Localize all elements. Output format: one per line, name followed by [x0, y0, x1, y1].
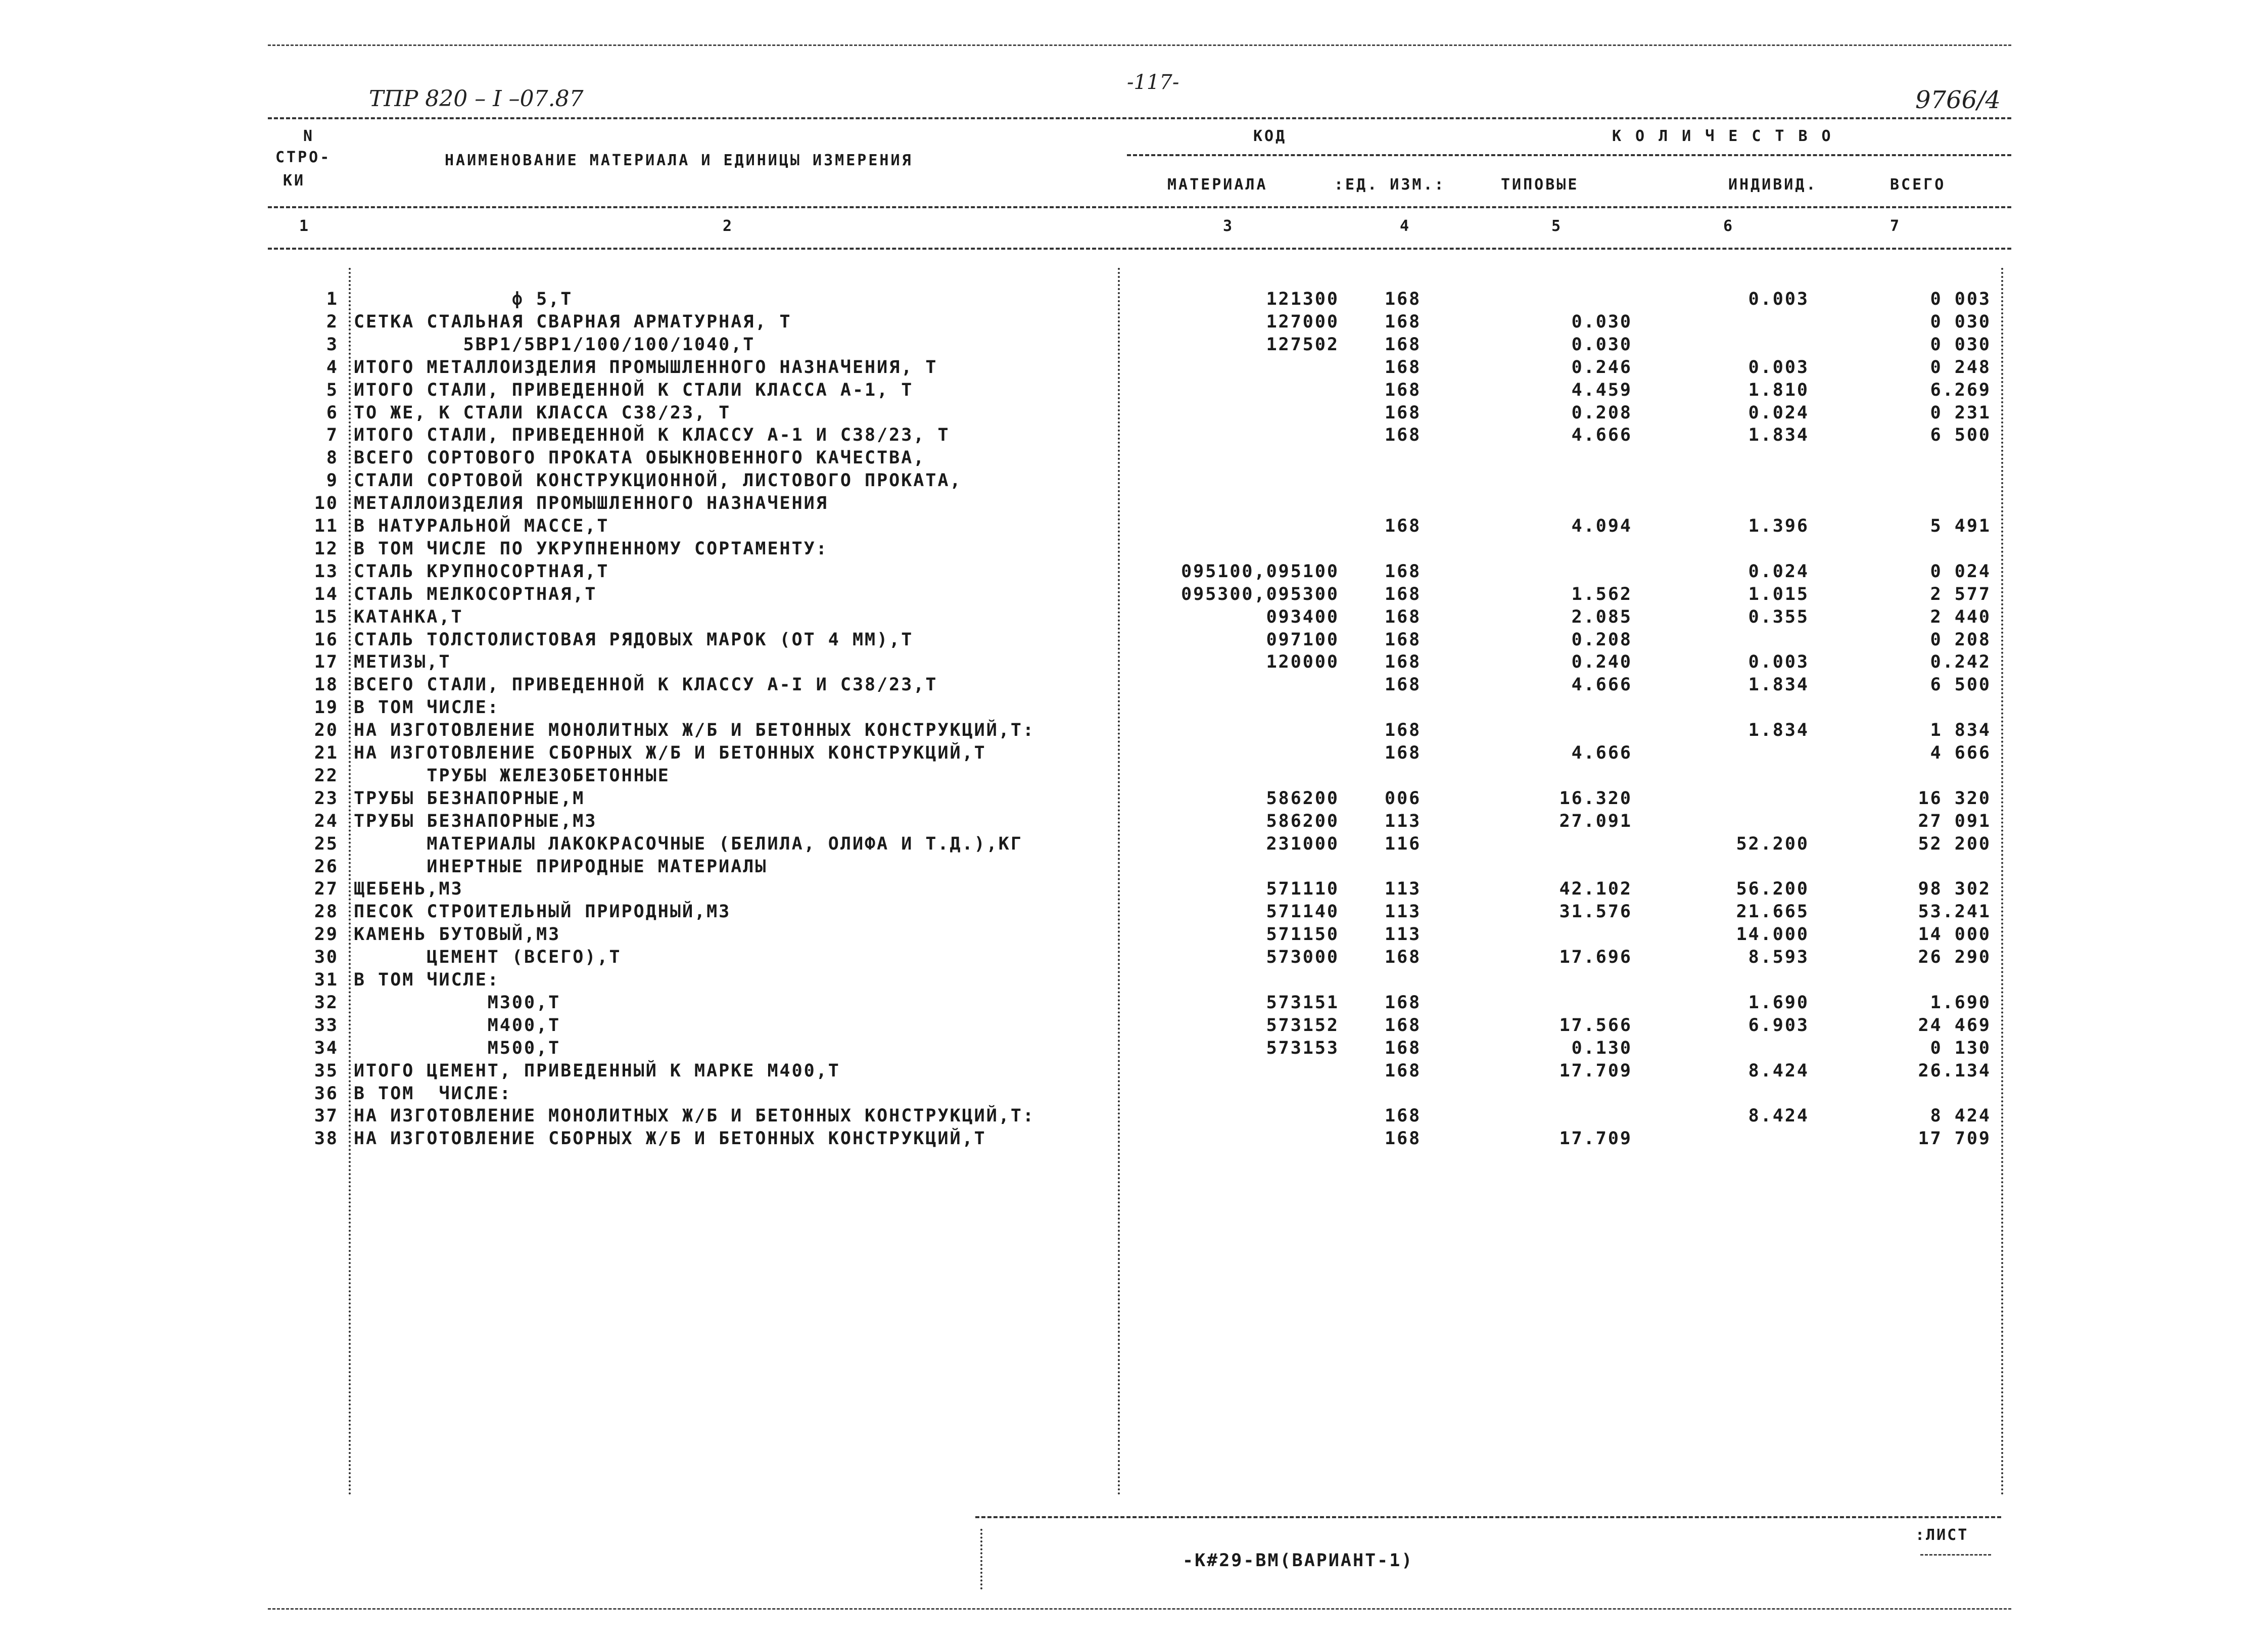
table-row [0, 788, 2268, 811]
qty-total: 8 424 [1930, 1106, 1991, 1126]
qty-total: 14 000 [1918, 924, 1991, 945]
variant-label: -К#29-ВМ(ВАРИАНТ-1) [1183, 1551, 1414, 1571]
unit-code: 113 [1385, 902, 1422, 922]
unit-code: 168 [1385, 289, 1422, 309]
table-row [0, 1084, 2268, 1106]
qty-individual: 1.834 [1748, 675, 1809, 695]
qty-typical: 0.208 [1571, 630, 1632, 650]
doc-reference: ТПР 820 – I –07.87 [369, 86, 584, 112]
qty-typical: 4.666 [1571, 675, 1632, 695]
qty-typical: 0.240 [1571, 652, 1632, 672]
table-row [0, 1038, 2268, 1061]
qty-individual: 1.396 [1748, 516, 1809, 536]
header-rule-mid [1127, 154, 2011, 156]
row-number: 11 [314, 516, 339, 536]
material-name: ТРУБЫ БЕЗНАПОРНЫЕ,М3 [354, 811, 597, 831]
table-row [0, 1015, 2268, 1038]
material-name: НА ИЗГОТОВЛЕНИЕ СБОРНЫХ Ж/Б И БЕТОННЫХ КОНСТРУКЦИЙ,Т [354, 1129, 986, 1149]
material-code: 586200 [1266, 811, 1339, 831]
qty-total: 0 030 [1930, 335, 1991, 355]
material-name: В ТОМ ЧИСЛЕ: [354, 1084, 512, 1104]
table-row [0, 947, 2268, 970]
table-row [0, 1061, 2268, 1084]
qty-individual: 8.424 [1748, 1106, 1809, 1126]
header-rule-bottom [268, 206, 2011, 208]
qty-total: 2 440 [1930, 607, 1991, 627]
qty-total: 2 577 [1930, 584, 1991, 604]
table-row [0, 584, 2268, 607]
footer-rule-top [975, 1516, 2001, 1518]
qty-typical: 0.030 [1571, 335, 1632, 355]
sheet-label-rule [1920, 1554, 1991, 1556]
row-number: 38 [314, 1129, 339, 1149]
row-number: 33 [314, 1015, 339, 1036]
material-code: 127000 [1266, 312, 1339, 332]
row-number: 16 [314, 630, 339, 650]
row-number: 21 [314, 743, 339, 763]
row-number: 12 [314, 539, 339, 559]
qty-total: 0 030 [1930, 312, 1991, 332]
material-name: ИТОГО МЕТАЛЛОИЗДЕЛИЯ ПРОМЫШЛЕННОГО НАЗНАЧЕНИЯ, Т [354, 357, 938, 378]
material-name: ТО ЖЕ, К СТАЛИ КЛАССА С38/23, Т [354, 403, 731, 423]
material-code: 571150 [1266, 924, 1339, 945]
qty-total: 52 200 [1918, 834, 1991, 854]
material-code: 586200 [1266, 788, 1339, 809]
row-number: 4 [326, 357, 339, 378]
table-row [0, 697, 2268, 720]
code-group-header: КОД [1253, 127, 1287, 145]
colnum-4: 4 [1400, 217, 1411, 235]
qty-total: 26 290 [1918, 947, 1991, 967]
qty-total: 98 302 [1918, 879, 1991, 899]
row-number: 1 [326, 289, 339, 309]
qty-typical-header: ТИПОВЫЕ [1501, 176, 1579, 194]
material-code: 097100 [1266, 630, 1339, 650]
row-number: 32 [314, 993, 339, 1013]
qty-typical: 0.208 [1571, 403, 1632, 423]
code-material-header: МАТЕРИАЛА [1167, 176, 1268, 194]
colnum-6: 6 [1723, 217, 1735, 235]
table-row [0, 970, 2268, 993]
table-row [0, 630, 2268, 652]
row-number: 19 [314, 697, 339, 718]
qty-total: 6.269 [1930, 380, 1991, 400]
table-row [0, 539, 2268, 561]
row-number: 14 [314, 584, 339, 604]
row-number: 36 [314, 1084, 339, 1104]
qty-total: 6 500 [1930, 425, 1991, 445]
material-name: В ТОМ ЧИСЛЕ ПО УКРУПНЕННОМУ СОРТАМЕНТУ: [354, 539, 828, 559]
row-number: 20 [314, 720, 339, 740]
row-number: 6 [326, 403, 339, 423]
material-name: В ТОМ ЧИСЛЕ: [354, 970, 500, 990]
qty-individual: 0.003 [1748, 357, 1809, 378]
qty-typical: 0.030 [1571, 312, 1632, 332]
qty-total: 53.241 [1918, 902, 1991, 922]
colnum-3: 3 [1223, 217, 1235, 235]
material-name: ТРУБЫ ЖЕЛЕЗОБЕТОННЫЕ [354, 766, 670, 786]
code-unit-header: :ЕД. ИЗМ.: [1334, 176, 1446, 194]
unit-code: 168 [1385, 335, 1422, 355]
material-code: 121300 [1266, 289, 1339, 309]
table-row [0, 335, 2268, 357]
qty-typical: 2.085 [1571, 607, 1632, 627]
material-name: МЕТАЛЛОИЗДЕЛИЯ ПРОМЫШЛЕННОГО НАЗНАЧЕНИЯ [354, 493, 828, 513]
qty-individual: 0.355 [1748, 607, 1809, 627]
qty-total: 0 024 [1930, 561, 1991, 582]
unit-code: 168 [1385, 993, 1422, 1013]
qty-total: 16 320 [1918, 788, 1991, 809]
unit-code: 168 [1385, 1015, 1422, 1036]
material-name: ЦЕМЕНТ (ВСЕГО),Т [354, 947, 622, 967]
unit-code: 168 [1385, 1129, 1422, 1149]
table-row [0, 380, 2268, 403]
row-number: 7 [326, 425, 339, 445]
material-name: НА ИЗГОТОВЛЕНИЕ СБОРНЫХ Ж/Б И БЕТОННЫХ КОНСТРУКЦИЙ,Т [354, 743, 986, 763]
material-name: МАТЕРИАЛЫ ЛАКОКРАСОЧНЫЕ (БЕЛИЛА, ОЛИФА И Т.Д.),КГ [354, 834, 1023, 854]
qty-typical: 31.576 [1559, 902, 1632, 922]
row-number: 35 [314, 1061, 339, 1081]
qty-typical: 17.709 [1559, 1129, 1632, 1149]
material-name: ИТОГО СТАЛИ, ПРИВЕДЕННОЙ К КЛАССУ А-1 И С38/23, Т [354, 425, 950, 445]
unit-code: 168 [1385, 403, 1422, 423]
row-number: 34 [314, 1038, 339, 1058]
qty-typical: 17.566 [1559, 1015, 1632, 1036]
material-name: ИТОГО СТАЛИ, ПРИВЕДЕННОЙ К СТАЛИ КЛАССА А-1, Т [354, 380, 914, 400]
table-row [0, 561, 2268, 584]
table-row [0, 493, 2268, 516]
table-row [0, 448, 2268, 471]
colnum-7: 7 [1890, 217, 1902, 235]
bottom-rule [268, 1608, 2011, 1610]
material-name: ИНЕРТНЫЕ ПРИРОДНЫЕ МАТЕРИАЛЫ [354, 857, 768, 877]
qty-typical: 17.709 [1559, 1061, 1632, 1081]
material-name: НА ИЗГОТОВЛЕНИЕ МОНОЛИТНЫХ Ж/Б И БЕТОННЫХ КОНСТРУКЦИЙ,Т: [354, 720, 1035, 740]
qty-individual: 8.593 [1748, 947, 1809, 967]
qty-total-header: ВСЕГО [1890, 176, 1946, 194]
unit-code: 168 [1385, 743, 1422, 763]
table-row [0, 652, 2268, 675]
row-number: 3 [326, 335, 339, 355]
qty-typical: 16.320 [1559, 788, 1632, 809]
row-number: 27 [314, 879, 339, 899]
material-code: 573151 [1266, 993, 1339, 1013]
unit-code: 113 [1385, 879, 1422, 899]
table-row [0, 766, 2268, 788]
material-name: М400,Т [354, 1015, 561, 1036]
qty-individual: 56.200 [1736, 879, 1809, 899]
material-name: НА ИЗГОТОВЛЕНИЕ МОНОЛИТНЫХ Ж/Б И БЕТОННЫХ КОНСТРУКЦИЙ,Т: [354, 1106, 1035, 1126]
qty-typical: 0.246 [1571, 357, 1632, 378]
qty-total: 5 491 [1930, 516, 1991, 536]
row-number: 28 [314, 902, 339, 922]
qty-individual: 8.424 [1748, 1061, 1809, 1081]
table-row [0, 720, 2268, 743]
qty-typical: 0.130 [1571, 1038, 1632, 1058]
unit-code: 168 [1385, 630, 1422, 650]
qty-typical: 4.666 [1571, 425, 1632, 445]
qty-total: 1 834 [1930, 720, 1991, 740]
unit-code: 168 [1385, 584, 1422, 604]
row-number: 17 [314, 652, 339, 672]
table-row [0, 924, 2268, 947]
qty-individual: 52.200 [1736, 834, 1809, 854]
qty-typical: 1.562 [1571, 584, 1632, 604]
qty-individual: 1.834 [1748, 720, 1809, 740]
qty-individual: 6.903 [1748, 1015, 1809, 1036]
row-number: 31 [314, 970, 339, 990]
row-number: 22 [314, 766, 339, 786]
table-row [0, 357, 2268, 380]
unit-code: 168 [1385, 652, 1422, 672]
qty-typical: 4.094 [1571, 516, 1632, 536]
material-name: ВСЕГО СТАЛИ, ПРИВЕДЕННОЙ К КЛАССУ А-I И С38/23,Т [354, 675, 938, 695]
material-name: В НАТУРАЛЬНОЙ МАССЕ,Т [354, 516, 609, 536]
qty-individual: 0.024 [1748, 403, 1809, 423]
unit-code: 168 [1385, 357, 1422, 378]
material-code: 127502 [1266, 335, 1339, 355]
page-number: -117- [1127, 71, 1179, 94]
qty-typical: 4.666 [1571, 743, 1632, 763]
unit-code: 168 [1385, 312, 1422, 332]
table-row [0, 1106, 2268, 1129]
unit-code: 168 [1385, 1038, 1422, 1058]
material-name: ТРУБЫ БЕЗНАПОРНЫЕ,М [354, 788, 585, 809]
row-number: 29 [314, 924, 339, 945]
qty-individual: 1.015 [1748, 584, 1809, 604]
qty-total: 0 208 [1930, 630, 1991, 650]
qty-individual-header: ИНДИВИД. [1728, 176, 1818, 194]
table-row [0, 743, 2268, 766]
row-number: 18 [314, 675, 339, 695]
qty-typical: 42.102 [1559, 879, 1632, 899]
material-name: М300,Т [354, 993, 561, 1013]
material-code: 095100,095100 [1181, 561, 1339, 582]
unit-code: 168 [1385, 1106, 1422, 1126]
material-code: 573000 [1266, 947, 1339, 967]
qty-total: 0 130 [1930, 1038, 1991, 1058]
table-row [0, 403, 2268, 426]
material-name: КАМЕНЬ БУТОВЫЙ,М3 [354, 924, 561, 945]
material-code: 571140 [1266, 902, 1339, 922]
unit-code: 168 [1385, 607, 1422, 627]
unit-code: 168 [1385, 947, 1422, 967]
unit-code: 168 [1385, 720, 1422, 740]
material-code: 231000 [1266, 834, 1339, 854]
qty-individual: 1.690 [1748, 993, 1809, 1013]
col-n-line1: N [303, 127, 315, 145]
unit-code: 116 [1385, 834, 1422, 854]
table-row [0, 857, 2268, 879]
qty-individual: 0.003 [1748, 289, 1809, 309]
material-name: М500,Т [354, 1038, 561, 1058]
table-row [0, 834, 2268, 857]
material-name: ф 5,Т [354, 289, 573, 309]
table-row [0, 516, 2268, 539]
unit-code: 168 [1385, 516, 1422, 536]
unit-code: 006 [1385, 788, 1422, 809]
material-name: СТАЛЬ КРУПНОСОРТНАЯ,Т [354, 561, 609, 582]
unit-code: 168 [1385, 561, 1422, 582]
material-name: В ТОМ ЧИСЛЕ: [354, 697, 500, 718]
col-n-line2: СТРО- [275, 149, 332, 166]
col-name-header: НАИМЕНОВАНИЕ МАТЕРИАЛА И ЕДИНИЦЫ ИЗМЕРЕНИЯ [445, 152, 913, 169]
row-number: 8 [326, 448, 339, 468]
qty-total: 24 469 [1918, 1015, 1991, 1036]
qty-group-header: КОЛИЧЕСТВО [1612, 127, 1845, 145]
unit-code: 168 [1385, 675, 1422, 695]
material-code: 093400 [1266, 607, 1339, 627]
col-n-line3: КИ [283, 172, 306, 190]
unit-code: 113 [1385, 924, 1422, 945]
table-row [0, 811, 2268, 834]
table-row [0, 607, 2268, 630]
top-rule [268, 44, 2011, 46]
material-name: ИТОГО ЦЕМЕНТ, ПРИВЕДЕННЫЙ К МАРКЕ М400,Т [354, 1061, 840, 1081]
row-number: 15 [314, 607, 339, 627]
material-name: СТАЛЬ ТОЛСТОЛИСТОВАЯ РЯДОВЫХ МАРОК (ОТ 4 ММ),Т [354, 630, 914, 650]
table-row [0, 289, 2268, 312]
qty-typical: 27.091 [1559, 811, 1632, 831]
qty-individual: 14.000 [1736, 924, 1809, 945]
qty-total: 27 091 [1918, 811, 1991, 831]
colnum-5: 5 [1551, 217, 1563, 235]
qty-total: 0 248 [1930, 357, 1991, 378]
material-code: 573153 [1266, 1038, 1339, 1058]
material-code: 095300,095300 [1181, 584, 1339, 604]
body-rule-top [268, 248, 2011, 250]
row-number: 2 [326, 312, 339, 332]
material-name: ПЕСОК СТРОИТЕЛЬНЫЙ ПРИРОДНЫЙ,М3 [354, 902, 731, 922]
sheet-label: :ЛИСТ [1915, 1526, 1969, 1544]
colnum-2: 2 [723, 217, 734, 235]
material-name: СТАЛЬ МЕЛКОСОРТНАЯ,Т [354, 584, 597, 604]
row-number: 24 [314, 811, 339, 831]
row-number: 23 [314, 788, 339, 809]
row-number: 37 [314, 1106, 339, 1126]
material-name: 5ВР1/5ВР1/100/100/1040,Т [354, 335, 755, 355]
table-row [0, 1129, 2268, 1151]
table-row [0, 902, 2268, 924]
qty-total: 1.690 [1930, 993, 1991, 1013]
table-row [0, 312, 2268, 335]
material-name: ЩЕБЕНЬ,М3 [354, 879, 463, 899]
qty-total: 0.242 [1930, 652, 1991, 672]
header-rule-top [268, 117, 2011, 119]
row-number: 9 [326, 471, 339, 491]
row-number: 5 [326, 380, 339, 400]
unit-code: 168 [1385, 380, 1422, 400]
material-name: ВСЕГО СОРТОВОГО ПРОКАТА ОБЫКНОВЕННОГО КАЧЕСТВА, [354, 448, 926, 468]
table-row [0, 879, 2268, 902]
qty-individual: 1.810 [1748, 380, 1809, 400]
qty-individual: 21.665 [1736, 902, 1809, 922]
table-row [0, 675, 2268, 697]
qty-total: 4 666 [1930, 743, 1991, 763]
qty-individual: 0.003 [1748, 652, 1809, 672]
table-row [0, 993, 2268, 1015]
unit-code: 168 [1385, 1061, 1422, 1081]
row-number: 30 [314, 947, 339, 967]
material-name: КАТАНКА,Т [354, 607, 463, 627]
row-number: 26 [314, 857, 339, 877]
unit-code: 113 [1385, 811, 1422, 831]
row-number: 25 [314, 834, 339, 854]
material-name: СЕТКА СТАЛЬНАЯ СВАРНАЯ АРМАТУРНАЯ, Т [354, 312, 792, 332]
row-number: 10 [314, 493, 339, 513]
sheet-mark: 9766/4 [1915, 86, 2001, 114]
qty-typical: 4.459 [1571, 380, 1632, 400]
table-row [0, 471, 2268, 493]
qty-total: 0 231 [1930, 403, 1991, 423]
qty-total: 26.134 [1918, 1061, 1991, 1081]
qty-individual: 0.024 [1748, 561, 1809, 582]
qty-total: 6 500 [1930, 675, 1991, 695]
material-name: МЕТИЗЫ,Т [354, 652, 451, 672]
material-code: 573152 [1266, 1015, 1339, 1036]
footer-sep-left [980, 1529, 982, 1589]
qty-total: 17 709 [1918, 1129, 1991, 1149]
material-name: СТАЛИ СОРТОВОЙ КОНСТРУКЦИОННОЙ, ЛИСТОВОГО ПРОКАТА, [354, 471, 962, 491]
qty-typical: 17.696 [1559, 947, 1632, 967]
table-row [0, 425, 2268, 448]
row-number: 13 [314, 561, 339, 582]
colnum-1: 1 [299, 217, 311, 235]
unit-code: 168 [1385, 425, 1422, 445]
material-code: 571110 [1266, 879, 1339, 899]
material-code: 120000 [1266, 652, 1339, 672]
qty-individual: 1.834 [1748, 425, 1809, 445]
qty-total: 0 003 [1930, 289, 1991, 309]
